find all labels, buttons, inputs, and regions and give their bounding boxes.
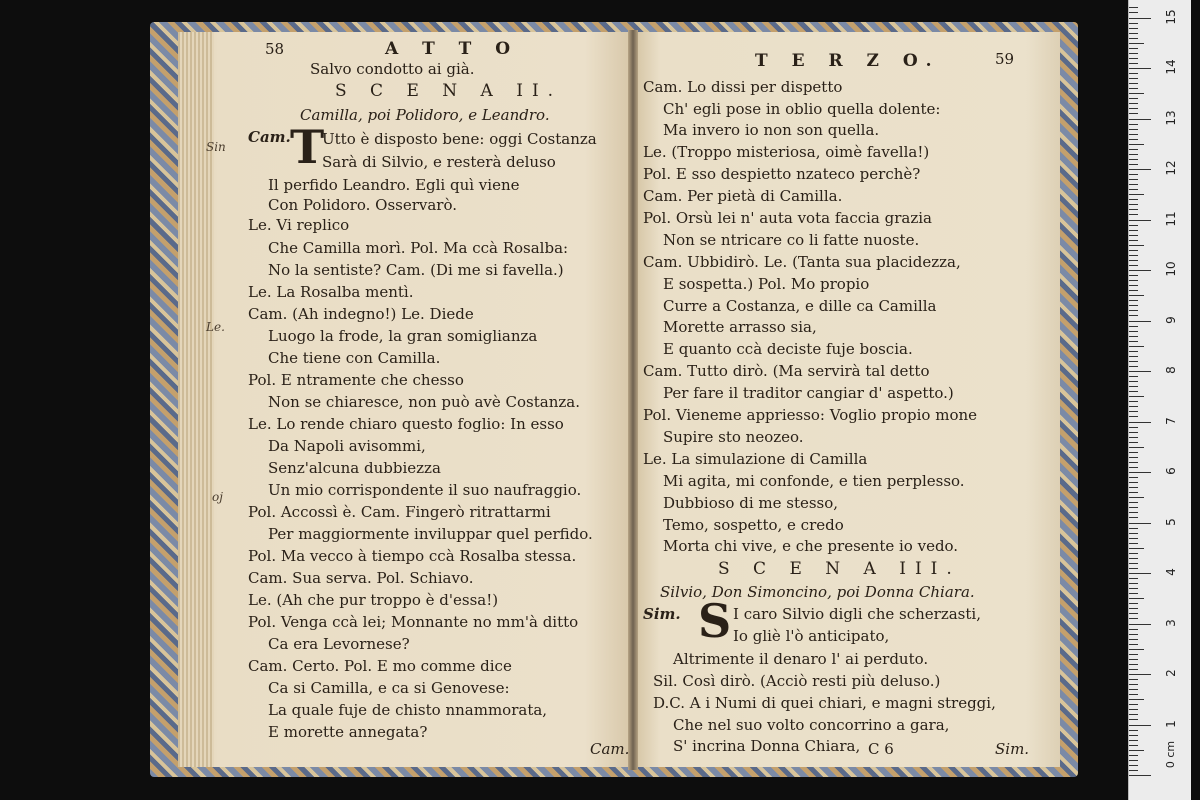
text-line: E sospetta.) Pol. Mo propio <box>663 275 870 293</box>
ruler-tick <box>1129 285 1138 286</box>
ruler-tick <box>1129 563 1138 564</box>
ruler-tick <box>1129 487 1138 488</box>
ruler-tick <box>1129 654 1138 655</box>
ruler-tick <box>1129 578 1138 579</box>
ruler-tick <box>1129 351 1138 352</box>
text-line: E quanto ccà deciste fuje boscia. <box>663 340 913 358</box>
text-line: Pol. Venga ccà lei; Monnante no mm'à ditto <box>248 613 579 631</box>
ruler-tick <box>1129 669 1138 670</box>
ruler-tick <box>1129 492 1138 493</box>
ruler-tick <box>1129 336 1138 337</box>
ruler-tick <box>1129 356 1138 357</box>
ruler-tick <box>1129 730 1138 731</box>
ruler-tick <box>1129 659 1138 660</box>
left-running-head: A T T O <box>385 39 520 59</box>
ruler-tick <box>1129 214 1138 215</box>
text-line: Non se ntricare co li fatte nuoste. <box>663 231 920 249</box>
ruler-tick <box>1129 124 1138 125</box>
ruler-tick <box>1129 159 1138 160</box>
text-line: Luogo la frode, la gran somiglianza <box>268 327 538 345</box>
scene-heading: S C E N A II. <box>335 81 563 101</box>
ruler-tick <box>1129 204 1138 205</box>
ruler-tick <box>1129 300 1138 301</box>
ruler-tick <box>1129 427 1138 428</box>
text-line: Ch' egli pose in oblio quella dolente: <box>663 100 941 118</box>
text-line: Le. (Ah che pur troppo è d'essa!) <box>248 591 499 609</box>
ruler-tick <box>1129 507 1138 508</box>
ruler-tick <box>1129 139 1138 140</box>
ruler-tick <box>1129 517 1138 518</box>
text-line: Utto è disposto bene: oggi Costanza <box>322 130 597 148</box>
ruler-tick <box>1129 98 1138 99</box>
ruler-tick <box>1129 775 1151 776</box>
ruler-tick <box>1129 401 1138 402</box>
ruler-tick <box>1129 613 1138 614</box>
ruler-tick <box>1129 245 1144 246</box>
ruler-tick <box>1129 88 1138 89</box>
ruler-tick <box>1129 528 1138 529</box>
ruler-tick <box>1129 437 1138 438</box>
ruler-tick <box>1129 134 1138 135</box>
ruler-tick <box>1129 462 1138 463</box>
ruler-tick <box>1129 452 1138 453</box>
text-line: Pol. Ma vecco à tiempo ccà Rosalba stessa. <box>248 547 577 565</box>
ruler-tick <box>1129 583 1138 584</box>
text-line: Con Polidoro. Osservarò. <box>268 196 458 214</box>
text-line: Ma invero io non son quella. <box>663 121 880 139</box>
ruler-tick <box>1129 68 1151 69</box>
ruler-tick <box>1129 765 1138 766</box>
ruler-tick <box>1129 129 1138 130</box>
ruler-tick <box>1129 376 1138 377</box>
text-line: D.C. A i Numi di quei chiari, e magni streggi, <box>653 694 996 712</box>
ruler-tick <box>1129 674 1151 675</box>
text-line: Pol. Accossì è. Cam. Fingerò ritrattarmi <box>248 503 551 521</box>
ruler-tick <box>1129 391 1138 392</box>
ruler-tick <box>1129 755 1138 756</box>
ruler-tick <box>1129 406 1138 407</box>
ruler-number: 5 <box>1164 517 1178 526</box>
text-line: Cam. Lo dissi per dispetto <box>643 78 843 96</box>
ruler-tick <box>1129 270 1151 271</box>
ruler-tick <box>1129 53 1138 54</box>
ruler-tick <box>1129 482 1138 483</box>
ruler-tick <box>1129 573 1151 574</box>
ruler-tick <box>1129 704 1138 705</box>
ruler-tick <box>1129 38 1138 39</box>
ruler-number: 12 <box>1164 160 1178 176</box>
text-line: Le. La Rosalba mentì. <box>248 283 414 301</box>
ruler-tick <box>1129 179 1138 180</box>
right-page-number: 59 <box>995 50 1015 68</box>
ruler-tick <box>1129 543 1138 544</box>
ruler-number: 7 <box>1164 416 1178 425</box>
text-line: Morette arrasso sia, <box>663 318 817 336</box>
drop-capital: S <box>698 594 732 648</box>
ruler-tick <box>1129 305 1138 306</box>
ruler-tick <box>1129 447 1144 448</box>
ruler-tick <box>1129 366 1138 367</box>
ruler-tick <box>1129 512 1138 513</box>
ruler-tick <box>1129 735 1138 736</box>
ruler-number: 3 <box>1164 618 1178 627</box>
ruler-tick <box>1129 240 1138 241</box>
ruler-tick <box>1129 533 1138 534</box>
ruler-tick <box>1129 750 1144 751</box>
ruler-tick <box>1129 588 1138 589</box>
text-line: Temo, sospetto, e credo <box>663 516 844 534</box>
ruler-tick <box>1129 18 1151 19</box>
ruler-unit-label: 0 cm <box>1164 740 1178 769</box>
ruler-tick <box>1129 48 1138 49</box>
ruler-tick <box>1129 209 1138 210</box>
ruler-tick <box>1129 432 1138 433</box>
ruler-tick <box>1129 548 1144 549</box>
ruler-tick <box>1129 745 1138 746</box>
ruler-tick <box>1129 58 1138 59</box>
text-line: E morette annegata? <box>268 723 428 741</box>
ruler-tick <box>1129 260 1138 261</box>
ruler-number: 2 <box>1164 669 1178 677</box>
text-line: Che tiene con Camilla. <box>268 349 441 367</box>
ruler-tick <box>1129 624 1151 625</box>
ruler-tick <box>1129 250 1138 251</box>
ruler-tick <box>1129 43 1144 44</box>
ruler-tick <box>1129 144 1144 145</box>
ruler-tick <box>1129 608 1138 609</box>
margin-note: oj <box>212 490 223 504</box>
margin-note: Sin <box>206 140 226 154</box>
ruler-tick <box>1129 103 1138 104</box>
ruler-tick <box>1129 386 1138 387</box>
ruler-tick <box>1129 497 1144 498</box>
ruler-tick <box>1129 73 1138 74</box>
ruler-tick <box>1129 699 1144 700</box>
ruler-tick <box>1129 280 1138 281</box>
ruler-tick <box>1129 7 1138 8</box>
ruler-tick <box>1129 220 1151 221</box>
text-line: Le. Vi replico <box>248 216 350 234</box>
ruler-number: 9 <box>1164 315 1178 324</box>
ruler-number: 1 <box>1164 719 1178 728</box>
right-running-head: T E R Z O. <box>755 51 941 71</box>
ruler-number: 6 <box>1164 467 1178 475</box>
text-line: Senz'alcuna dubbiezza <box>268 459 441 477</box>
ruler-tick <box>1129 331 1138 332</box>
text-line: Salvo condotto ai già. <box>310 60 475 78</box>
ruler-tick <box>1129 472 1151 473</box>
ruler-tick <box>1129 416 1138 417</box>
ruler-tick <box>1129 553 1138 554</box>
text-line: La quale fuje de chisto nnammorata, <box>268 701 548 719</box>
text-line: Supire sto neozeo. <box>663 428 804 446</box>
speaker-label: Cam. <box>248 128 291 146</box>
ruler-tick <box>1129 290 1138 291</box>
ruler-number: 8 <box>1164 366 1178 374</box>
ruler-tick <box>1129 457 1138 458</box>
ruler-tick <box>1129 381 1138 382</box>
ruler-tick <box>1129 442 1138 443</box>
ruler-tick <box>1129 719 1138 720</box>
text-line: Che nel suo volto concorrino a gara, <box>673 716 950 734</box>
text-line: Curre a Costanza, e dille ca Camilla <box>663 297 937 315</box>
text-line: Che Camilla morì. Pol. Ma ccà Rosalba: <box>268 239 569 257</box>
ruler-tick <box>1129 664 1138 665</box>
ruler-tick <box>1129 411 1138 412</box>
text-line: Le. La simulazione di Camilla <box>643 450 868 468</box>
ruler-tick <box>1129 83 1138 84</box>
book-gutter <box>628 30 638 770</box>
ruler-tick <box>1129 477 1138 478</box>
text-line: Cam. Ubbidirò. Le. (Tanta sua placidezza, <box>643 253 961 271</box>
ruler-tick <box>1129 194 1144 195</box>
text-line: Un mio corrispondente il suo naufraggio. <box>268 481 582 499</box>
ruler-number: 11 <box>1164 210 1178 227</box>
margin-note: Le. <box>206 320 225 334</box>
ruler-tick <box>1129 709 1138 710</box>
text-line: Ca era Levornese? <box>268 635 410 653</box>
ruler-tick <box>1129 502 1138 503</box>
text-line: Le. Lo rende chiaro questo foglio: In esso <box>248 415 564 433</box>
ruler-tick <box>1129 629 1138 630</box>
ruler-tick <box>1129 174 1138 175</box>
ruler-tick <box>1129 63 1138 64</box>
ruler-tick <box>1129 770 1138 771</box>
ruler-tick <box>1129 78 1138 79</box>
ruler-tick <box>1129 326 1138 327</box>
ruler-tick <box>1129 593 1138 594</box>
text-line: Cam. Sua serva. Pol. Schiavo. <box>248 569 474 587</box>
ruler-number: 14 <box>1164 59 1178 75</box>
left-page-number: 58 <box>265 40 285 58</box>
text-line: Pol. Orsù lei n' auta vota faccia grazia <box>643 209 932 227</box>
ruler-tick <box>1129 760 1138 761</box>
ruler-tick <box>1129 714 1138 715</box>
text-line: Pol. Vieneme appriesso: Voglio propio mone <box>643 406 978 424</box>
ruler-tick <box>1129 12 1138 13</box>
ruler-tick <box>1129 255 1138 256</box>
text-line: Cam. (Ah indegno!) Le. Diede <box>248 305 474 323</box>
ruler-tick <box>1129 113 1138 114</box>
ruler-tick <box>1129 93 1144 94</box>
ruler-tick <box>1129 164 1138 165</box>
ruler-tick <box>1129 265 1138 266</box>
ruler-tick <box>1129 639 1138 640</box>
ruler-tick <box>1129 310 1138 311</box>
catchword: Cam. <box>590 740 630 758</box>
ruler-tick <box>1129 235 1138 236</box>
ruler-tick <box>1129 371 1151 372</box>
ruler-tick <box>1129 361 1138 362</box>
text-line: No la sentiste? Cam. (Di me si favella.) <box>268 261 564 279</box>
text-line: Io gliè l'ò anticipato, <box>733 627 890 645</box>
scene-heading: S C E N A III. <box>718 559 961 579</box>
text-line: Il perfido Leandro. Egli quì viene <box>268 176 520 194</box>
signature-mark: C 6 <box>868 740 894 758</box>
text-line: Dubbioso di me stesso, <box>663 494 839 512</box>
text-line: I caro Silvio digli che scherzasti, <box>733 605 981 623</box>
text-line: Per maggiormente inviluppar quel perfido. <box>268 525 593 543</box>
ruler-tick <box>1129 315 1138 316</box>
ruler-tick <box>1129 225 1138 226</box>
text-line: Sil. Così dirò. (Acciò resti più deluso.) <box>653 672 941 690</box>
text-line: Ca si Camilla, e ca si Genovese: <box>268 679 510 697</box>
ruler-tick <box>1129 598 1144 599</box>
ruler-tick <box>1129 740 1138 741</box>
scene-characters: Silvio, Don Simoncino, poi Donna Chiara. <box>660 583 975 601</box>
ruler-tick <box>1129 396 1144 397</box>
text-line: Morta chi vive, e che presente io vedo. <box>663 537 959 555</box>
ruler-tick <box>1129 422 1151 423</box>
text-line: Sarà di Silvio, e resterà deluso <box>322 153 556 171</box>
text-line: Le. (Troppo misteriosa, oimè favella!) <box>643 143 930 161</box>
ruler-tick <box>1129 275 1138 276</box>
ruler-tick <box>1129 689 1138 690</box>
ruler-tick <box>1129 523 1151 524</box>
ruler-tick <box>1129 558 1138 559</box>
ruler-tick <box>1129 603 1138 604</box>
ruler-tick <box>1129 618 1138 619</box>
ruler-tick <box>1129 467 1138 468</box>
ruler-tick <box>1129 538 1138 539</box>
ruler-tick <box>1129 679 1138 680</box>
speaker-label: Sim. <box>643 605 681 623</box>
ruler-number: 13 <box>1164 109 1178 126</box>
ruler-tick <box>1129 119 1151 120</box>
text-line: Mi agita, mi confonde, e tien perplesso. <box>663 472 965 490</box>
text-line: Pol. E ntramente che chesso <box>248 371 464 389</box>
ruler-tick <box>1129 644 1138 645</box>
ruler-tick <box>1129 634 1138 635</box>
text-line: Altrimente il denaro l' ai perduto. <box>673 650 929 668</box>
ruler-tick <box>1129 649 1144 650</box>
text-line: Per fare il traditor cangiar d' aspetto.) <box>663 384 954 402</box>
text-line: Cam. Tutto dirò. (Ma servirà tal detto <box>643 362 930 380</box>
ruler-tick <box>1129 568 1138 569</box>
ruler-number: 10 <box>1164 261 1178 277</box>
ruler-tick <box>1129 199 1138 200</box>
ruler-tick <box>1129 694 1138 695</box>
ruler-tick <box>1129 154 1138 155</box>
ruler-tick <box>1129 341 1138 342</box>
text-line: Cam. Per pietà di Camilla. <box>643 187 843 205</box>
text-line: Da Napoli avisommi, <box>268 437 426 455</box>
measurement-ruler <box>1128 0 1191 800</box>
text-line: Cam. Certo. Pol. E mo comme dice <box>248 657 512 675</box>
ruler-tick <box>1129 169 1151 170</box>
ruler-tick <box>1129 321 1151 322</box>
text-line: Non se chiaresce, non può avè Costanza. <box>268 393 580 411</box>
ruler-tick <box>1129 28 1138 29</box>
drop-capital: T <box>290 120 325 174</box>
ruler-tick <box>1129 184 1138 185</box>
scene-characters: Camilla, poi Polidoro, e Leandro. <box>300 106 550 124</box>
ruler-tick <box>1129 684 1138 685</box>
ruler-tick <box>1129 346 1144 347</box>
ruler-tick <box>1129 33 1138 34</box>
text-line: S' incrina Donna Chiara, <box>673 737 861 755</box>
ruler-tick <box>1129 149 1138 150</box>
ruler-number: 4 <box>1164 568 1178 576</box>
ruler-tick <box>1129 23 1138 24</box>
text-line: Pol. E sso despietto nzateco perchè? <box>643 165 921 183</box>
catchword: Sim. <box>995 740 1030 758</box>
ruler-number: 15 <box>1164 8 1178 25</box>
ruler-tick <box>1129 725 1151 726</box>
ruler-tick <box>1129 108 1138 109</box>
ruler-tick <box>1129 295 1144 296</box>
ruler-tick <box>1129 189 1138 190</box>
ruler-tick <box>1129 230 1138 231</box>
